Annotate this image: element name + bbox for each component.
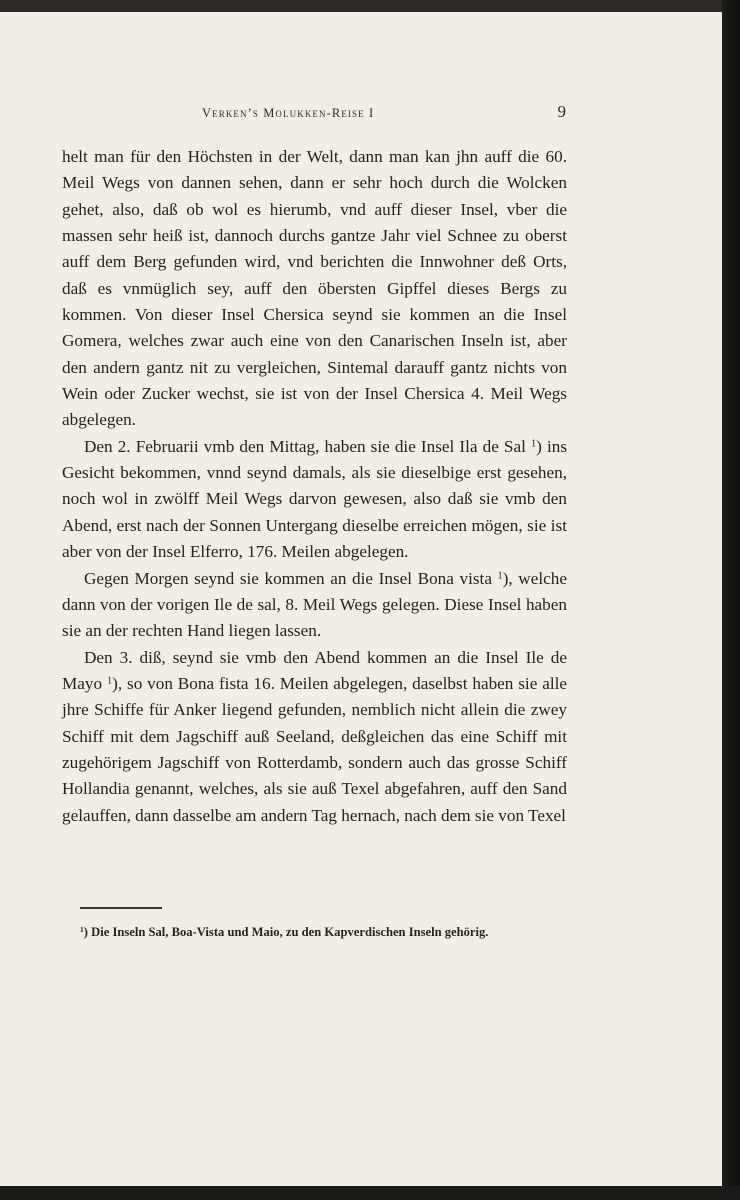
- footnote: [80, 925, 580, 940]
- paragraph-4: [62, 645, 567, 829]
- scan-right-edge: [722, 0, 740, 1200]
- paragraph-3: [62, 566, 567, 645]
- footnote-marker: 1: [80, 924, 84, 934]
- footnote-divider: [80, 907, 162, 909]
- paragraph-1: [62, 144, 567, 434]
- paragraph-text: ), welche dann von der vorigen Ile de sal, 8. Meil Wegs gelegen. Diese Insel haben sie an der rechten Hand liegen lassen.: [62, 568, 567, 641]
- paragraph-text: helt man für den Höchsten in der Welt, dann man kan jhn auff die 60. Meil Wegs von dannen sehen, dann er sehr hoch durch die Wolcken gehet, also, daß ob wol es hierumb, vnd auff dieser Insel, vber die massen sehr heiß ist, dannoch durchs gantze Jahr viel Schnee zu oberst auff dem Berg gefunden wird, vnd berichten die Innwohner deß Orts, daß es vnmüglich sey, auff den öbersten Gipffel dieses Bergs zu kommen. Von dieser Insel Chersica seynd sie kommen an die Insel Gomera, welches zwar auch eine von den Canarischen Inseln ist, aber den andern gantz nit zu vergleichen, Sintemal darauff gantz nichts von Wein oder Zucker wechst, sie ist von der Insel Chersica 4. Meil Wegs abgelegen.: [62, 147, 567, 430]
- page-number: 9: [557, 102, 566, 121]
- scan-bottom-edge: [0, 1186, 740, 1200]
- paragraph-text: Den 3. diß, seynd sie vmb den Abend kommen an die Insel Ile de Mayo: [62, 647, 567, 693]
- paragraph-text: Gegen Morgen seynd sie kommen an die Insel Bona vista: [84, 568, 492, 588]
- scan-top-edge: [0, 0, 740, 12]
- paragraph-text: Den 2. Februarii vmb den Mittag, haben sie die Insel Ila de Sal: [84, 436, 526, 456]
- running-title: Verken’s Molukken-Reise I: [202, 106, 375, 120]
- footnote-reference: 1: [106, 675, 113, 687]
- footnote-text: ) Die Inseln Sal, Boa-Vista und Maio, zu den Kapverdischen Inseln gehörig.: [83, 925, 489, 939]
- body-text: [62, 144, 567, 829]
- page-header: [62, 102, 566, 128]
- paragraph-2: [62, 434, 567, 566]
- paragraph-text: ), so von Bona fista 16. Meilen abgelegen, daselbst haben sie alle jhre Schiffe für Anker liegend gefunden, nemblich nicht allein die zwey Schiff mit dem Jagschiff auß Seeland, deßgleichen das eine Schiff mit zugehörigem Jagschiff von Rotterdamb, sondern auch das grosse Schiff Hollandia genannt, welches, als sie auß Texel abgefahren, auff den Sand gelauffen, dann dasselbe am andern Tag hernach, nach dem sie von Texel: [62, 673, 568, 825]
- footnote-reference: 1: [497, 569, 503, 581]
- footnote-reference: 1: [530, 438, 537, 450]
- paragraph-text: ) ins Gesicht bekommen, vnnd seynd damals, als sie dieselbige erst gesehen, noch wol in zwölff Meil Wegs darvon gewesen, also daß sie vmb den Abend, erst nach der Sonnen Untergang dieselbe erreichen mögen, sie ist aber von der Insel Elferro, 176. Meilen abgelegen.: [62, 436, 568, 562]
